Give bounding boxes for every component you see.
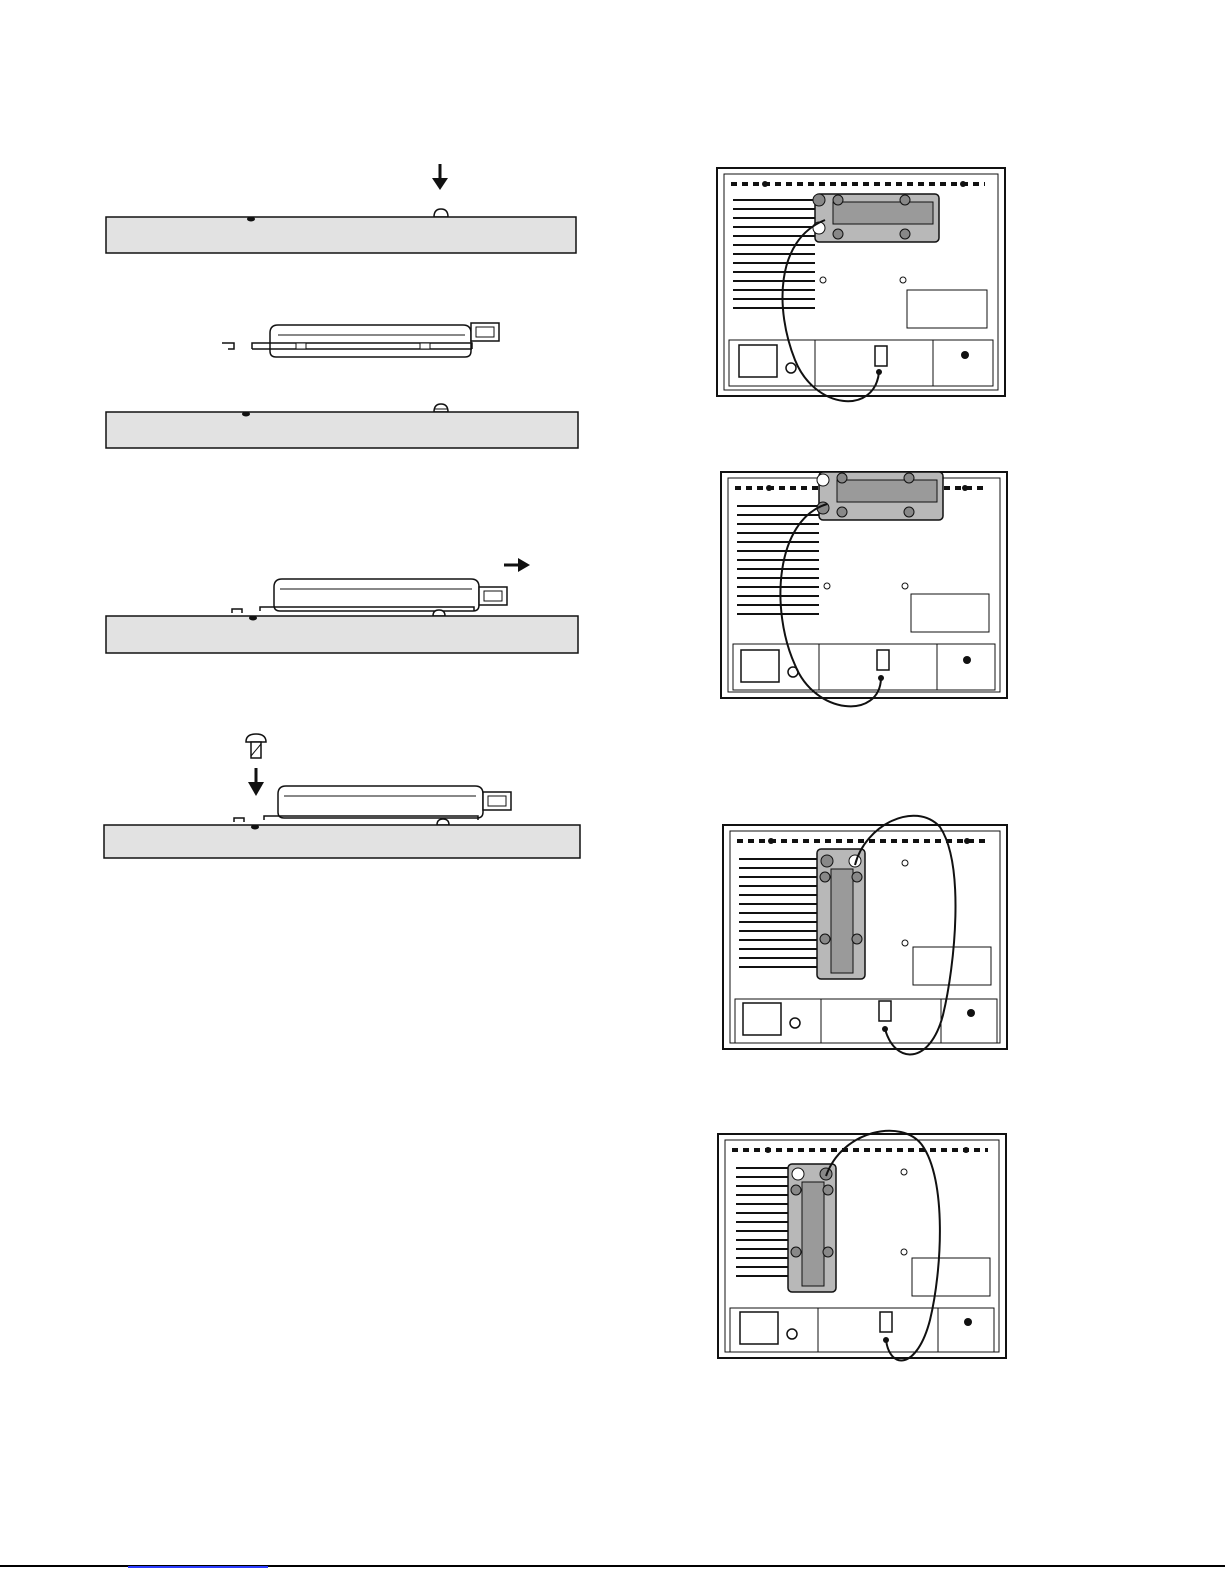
down-arrow-icon — [432, 164, 448, 190]
unit-rear-panel — [718, 1134, 1006, 1358]
screw-icon — [246, 734, 266, 758]
usb-holder-bracket — [813, 194, 939, 242]
usb-holder-bracket — [817, 472, 943, 520]
usb-holder — [222, 323, 499, 357]
usb-holder — [234, 786, 511, 825]
panel-section — [106, 412, 578, 448]
press-fit-stud — [434, 209, 448, 217]
usb-holder-bracket — [788, 1164, 836, 1292]
rear-view-3 — [715, 805, 1015, 1065]
rear-view-1 — [715, 160, 1010, 420]
usb-holder-bracket — [817, 849, 865, 979]
down-arrow-icon — [248, 768, 264, 796]
step-4-side-view — [100, 730, 585, 865]
step-2-side-view — [100, 305, 585, 455]
step-1-side-view — [100, 160, 585, 260]
footer-link-underline[interactable] — [128, 1566, 268, 1568]
usb-holder — [232, 579, 507, 616]
step-3-side-view — [100, 555, 585, 660]
rear-view-2 — [715, 460, 1010, 720]
panel-section — [106, 217, 576, 253]
rear-view-4 — [712, 1120, 1012, 1370]
panel-section — [104, 825, 580, 858]
panel-section — [106, 616, 578, 653]
right-arrow-icon — [504, 558, 530, 572]
